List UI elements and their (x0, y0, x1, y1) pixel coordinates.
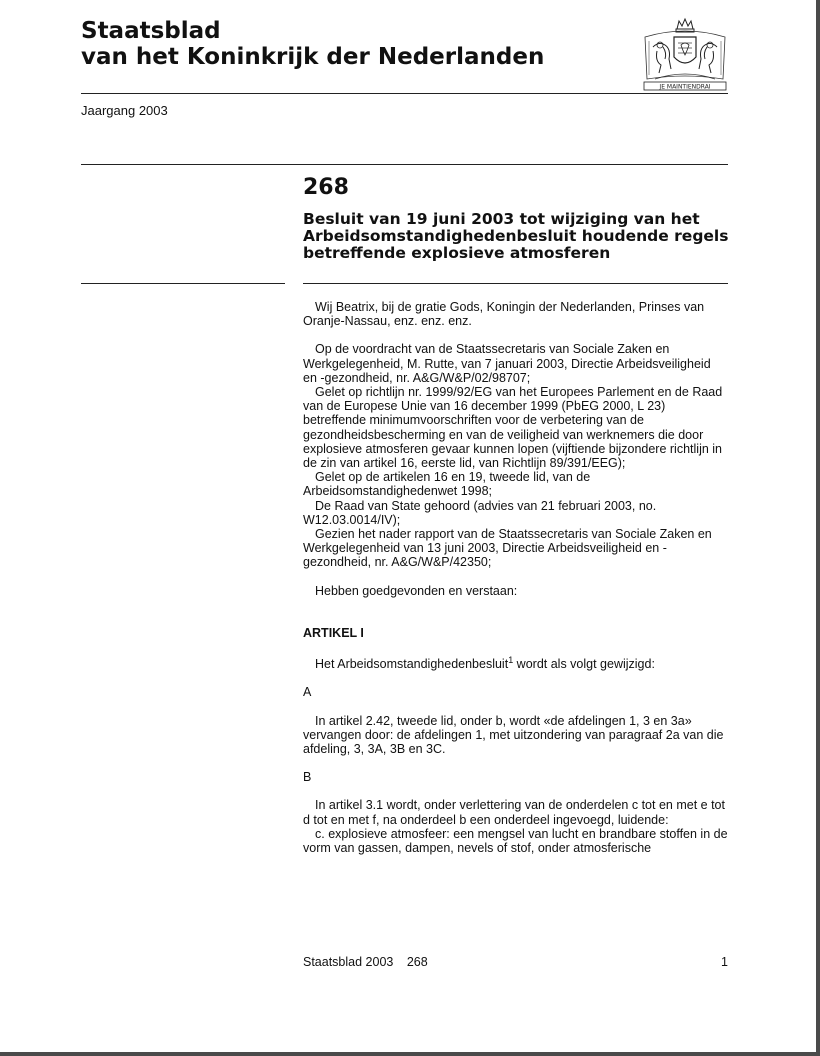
body-text (303, 300, 728, 855)
masthead-rule (81, 93, 728, 94)
preamble-gelet-richtlijn: Gelet op richtlijn nr. 1999/92/EG van het Europees Parlement en de Raad van de Europese Unie van 16 december 1999 (PbEG 2000, L 23) betreffende minimumvoorschriften voor de verbetering van de gezondheidsbescherming en van de veiligheid van werknemers die door explosieve atmosferen gevaar kunnen lopen (vijftiende bijzondere richtlijn in de zin van artikel 16, eerste lid, van Richtlijn 89/391/EEG); (303, 385, 723, 471)
section-a-label: A (303, 685, 312, 700)
document-title: Besluit van 19 juni 2003 tot wijziging van het Arbeidsomstandighedenbesluit houdende regels betreffende explosieve atmosferen (303, 210, 729, 262)
section-b-definition-c: c. explosieve atmosfeer: een mengsel van lucht en brandbare stoffen in de vorm van gassen, dampen, nevels of stof, onder atmosferische (303, 826, 728, 856)
artikel-intro (303, 653, 728, 671)
footer-publication-name: Staatsblad 2003 (303, 955, 394, 969)
masthead-line1: Staatsblad (81, 18, 221, 44)
section-b-text: In artikel 3.1 wordt, onder verlettering van de onderdelen c tot en met e tot d tot en met f, na onderdeel b een onderdeel ingevoegd, luidende: (303, 798, 725, 827)
footer-document-number: 268 (406, 955, 428, 969)
title-rule (303, 283, 728, 284)
preamble-hebben: Hebben goedgevonden en verstaan: (315, 583, 518, 598)
royal-coat-of-arms-icon (641, 17, 729, 91)
document-number: 268 (303, 175, 349, 200)
masthead-title (81, 18, 544, 70)
artikel-intro-text: Het Arbeidsomstandighedenbesluit (315, 657, 509, 672)
section-a-text: In artikel 2.42, tweede lid, onder b, wordt «de afdelingen 1, 3 en 3a» vervangen door: de afdelingen 1, met uitzondering van paragraaf 2a van die afdeling, 3, 3A, 3B en 3C. (303, 713, 724, 757)
artikel-heading: ARTIKEL I (303, 625, 364, 640)
jaargang: Jaargang 2003 (81, 103, 168, 118)
preamble-gelet-artikelen: Gelet op de artikelen 16 en 19, tweede lid, van de Arbeidsomstandighedenwet 1998; (303, 470, 591, 499)
footer-publication (303, 955, 428, 969)
section-b-label: B (303, 770, 312, 785)
preamble-raad-van-state: De Raad van State gehoord (advies van 21 februari 2003, no. W12.03.0014/IV); (303, 498, 657, 527)
left-column-rule (81, 283, 285, 284)
preamble-intro: Wij Beatrix, bij de gratie Gods, Koningin der Nederlanden, Prinses van Oranje-Nassau, enz. enz. enz. (303, 300, 705, 329)
artikel-intro-rest: wordt als volgt gewijzigd: (513, 657, 655, 672)
masthead-line2: van het Koninkrijk der Nederlanden (81, 44, 545, 70)
crest-motto: JE MAINTIENDRAI (659, 83, 711, 91)
preamble-gezien: Gezien het nader rapport van de Staatssecretaris van Sociale Zaken en Werkgelegenheid van 13 juni 2003, Directie Arbeidsveiligheid en -gezondheid, nr. A&G/W&P/42350; (303, 527, 712, 570)
page-number: 1 (721, 955, 728, 969)
header-rule (81, 164, 728, 165)
preamble-voordracht: Op de voordracht van de Staatssecretaris van Sociale Zaken en Werkgelegenheid, M. Rutte, van 7 januari 2003, Directie Arbeidsveiligheid en -gezondheid, nr. A&G/W&P/02/98707; (303, 342, 711, 385)
footnote-marker: 1 (508, 655, 514, 666)
